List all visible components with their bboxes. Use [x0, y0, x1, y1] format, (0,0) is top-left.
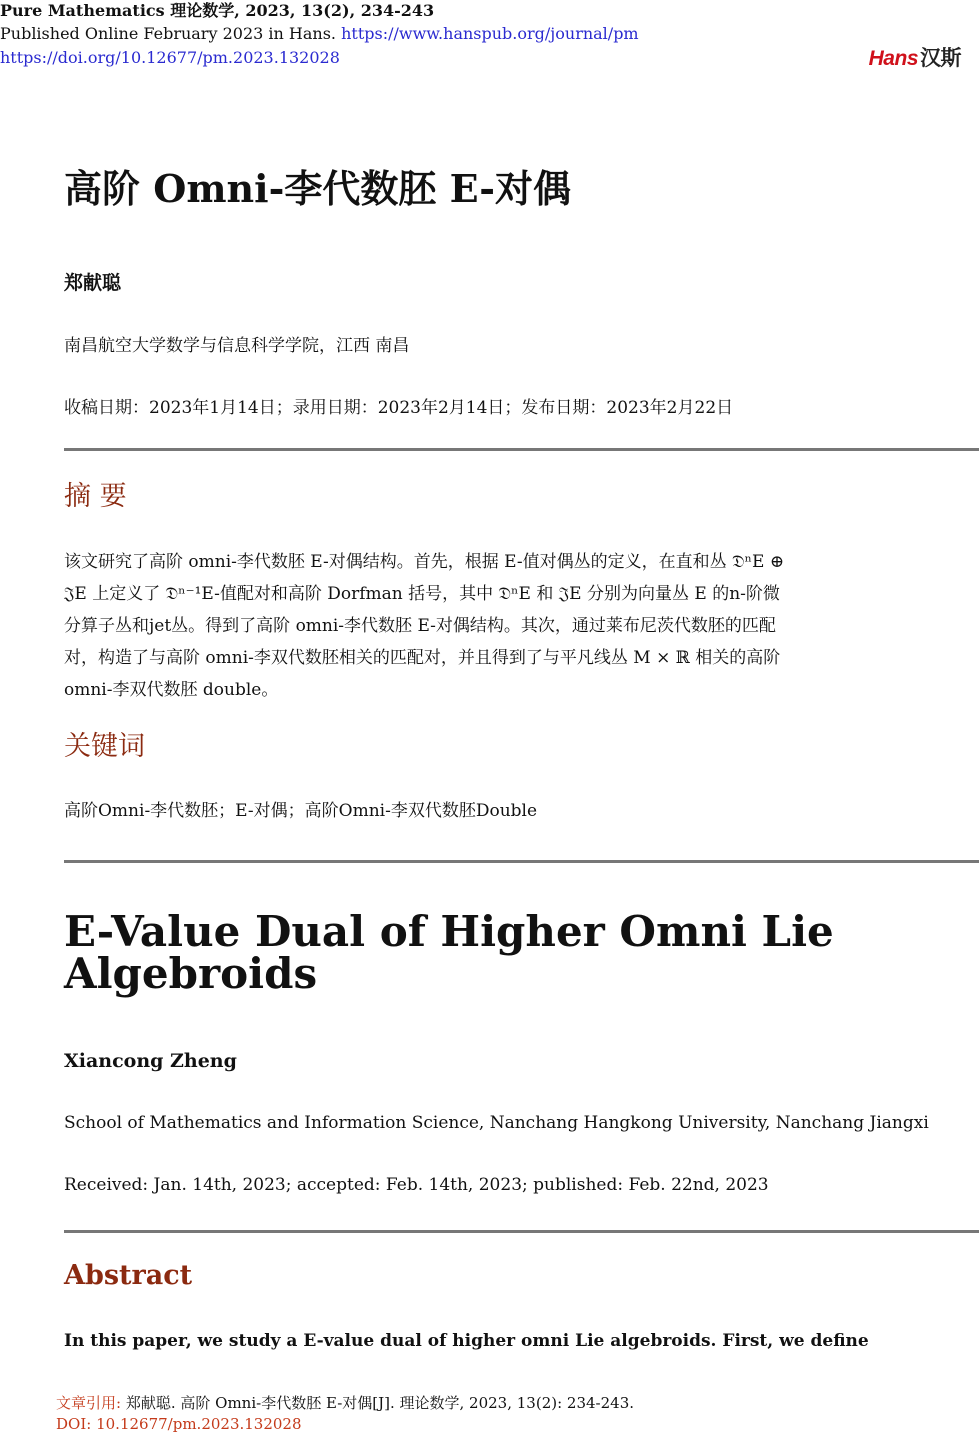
abstract-line: 该文研究了高阶 omni-李代数胚 E-对偶结构。首先，根据 E-值对偶丛的定义，在直和丛 𝔇ⁿE ⊕: [64, 552, 785, 572]
doi-link[interactable]: https://doi.org/10.12677/pm.2023.132028: [0, 48, 340, 67]
en-title: [64, 907, 834, 998]
logo-cn: 汉斯: [920, 47, 961, 70]
cn-abstract: [64, 546, 964, 706]
published-line: [0, 23, 639, 45]
en-abstract-line: In this paper, we study a E-value dual of higher omni Lie algebroids. First, we define: [64, 1331, 869, 1351]
hans-logo: [869, 42, 961, 72]
en-title-line: Algebroids: [64, 949, 318, 998]
divider: [64, 1230, 979, 1233]
published-text: Published Online February 2023 in Hans.: [0, 24, 336, 43]
divider: [64, 860, 979, 863]
abstract-line: 分算子丛和jet丛。得到了高阶 omni-李代数胚 E-对偶结构。其次，通过莱布尼茨代数胚的匹配: [64, 616, 776, 636]
logo-latin: Hans: [868, 47, 918, 70]
en-dates: Received: Jan. 14th, 2023; accepted: Feb. 14th, 2023; published: Feb. 22nd, 2023: [64, 1175, 769, 1195]
citation-text: 郑献聪. 高阶 Omni-李代数胚 E-对偶[J]. 理论数学, 2023, 13(2): 234-243.: [125, 1394, 635, 1412]
cn-dates: 收稿日期：2023年1月14日；录用日期：2023年2月14日；发布日期：2023年2月22日: [64, 398, 734, 418]
en-affiliation: School of Mathematics and Information Science, Nanchang Hangkong University, Nanchang Jiangxi: [64, 1113, 929, 1133]
cn-author: 郑献聪: [64, 272, 122, 294]
cn-abstract-heading: 摘 要: [64, 481, 127, 512]
abstract-line: omni-李双代数胚 double。: [64, 680, 279, 700]
cn-keywords: 高阶Omni-李代数胚；E-对偶；高阶Omni-李双代数胚Double: [64, 801, 538, 821]
cn-title: 高阶 Omni-李代数胚 E-对偶: [64, 166, 572, 211]
journal-line: Pure Mathematics 理论数学, 2023, 13(2), 234-243: [0, 1, 435, 20]
doi-label: DOI:: [56, 1415, 92, 1433]
abstract-line: 对，构造了与高阶 omni-李双代数胚相关的匹配对，并且得到了与平凡线丛 M × ℝ 相关的高阶: [64, 648, 781, 668]
citation-label: 文章引用:: [56, 1394, 122, 1412]
doi-value[interactable]: 10.12677/pm.2023.132028: [96, 1415, 302, 1433]
citation: [56, 1393, 634, 1414]
cn-affiliation: 南昌航空大学数学与信息科学学院，江西 南昌: [64, 336, 410, 356]
en-abstract-heading: Abstract: [64, 1260, 193, 1291]
divider: [64, 448, 979, 451]
journal-link[interactable]: https://www.hanspub.org/journal/pm: [341, 24, 639, 43]
en-author: Xiancong Zheng: [64, 1050, 237, 1072]
cn-keywords-heading: 关键词: [64, 731, 145, 762]
en-title-line: E-Value Dual of Higher Omni Lie: [64, 907, 834, 956]
citation-doi: [56, 1414, 302, 1435]
abstract-line: 𝔍E 上定义了 𝔇ⁿ⁻¹E-值配对和高阶 Dorfman 括号，其中 𝔇ⁿE 和 𝔍E 分别为向量丛 E 的n-阶微: [64, 584, 780, 604]
